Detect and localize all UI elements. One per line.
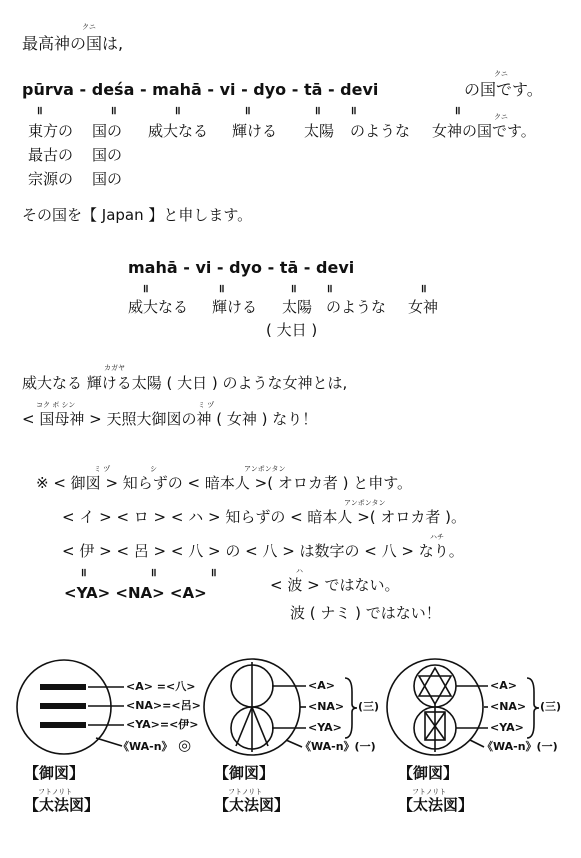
center-gloss-4: のような <box>326 298 387 316</box>
eq-mark: ॥ <box>218 282 225 295</box>
diagram-3-label-ya: <YA> <box>490 721 524 734</box>
diagram-1-bar-ya <box>40 722 86 728</box>
note-line-5: 波 ( ナミ ) ではない！ <box>290 604 441 622</box>
diagram-2-label-na: <NA> <box>308 700 345 713</box>
diagram-2-label-ya: <YA> <box>308 721 342 734</box>
diagram-2-label-a: <A> <box>308 679 335 692</box>
diagram-1-caption-1: 【御図】 <box>24 764 85 782</box>
sanskrit-line: pūrva - deśa - mahā - vi - dyo - tā - devi <box>22 80 379 99</box>
double-circle-icon: ◎ <box>178 736 192 754</box>
diagram-1-caption-2: 【太法図】 <box>24 796 100 814</box>
diagram-1-figure <box>17 660 124 754</box>
eq-mark: ॥ <box>244 104 251 117</box>
eq-mark: ॥ <box>314 104 321 117</box>
diagram-2-group: (三) <box>358 700 380 713</box>
diagram-3-caption-1: 【御図】 <box>398 764 459 782</box>
alt2-a: 宗源の <box>28 170 74 188</box>
note-ruby-1a: ミ ヅ <box>94 465 111 473</box>
diagram-1-label-na: <NA>=<呂> <box>126 699 201 712</box>
center-gloss-3: 太陽 <box>282 298 313 316</box>
diagram-3-label-wa: 《WA-n》(一) <box>482 740 558 753</box>
statement-ruby-2b: ミ ヅ <box>198 401 215 409</box>
center-sanskrit: mahā - vi - dyo - tā - devi <box>128 258 355 277</box>
diagram-3-caption-ruby: フトノリト <box>412 788 447 796</box>
gloss-7: 女神の国です。 <box>432 122 536 140</box>
diagram-3-star-down <box>419 676 451 704</box>
gloss-1: 東方の <box>28 122 74 140</box>
diagram-1-label-a: <A> =<八> <box>126 680 196 693</box>
diagram-1-bar-a <box>40 684 86 690</box>
center-note: ( 大日 ) <box>266 321 318 339</box>
note-ruby-4: ハ <box>296 567 303 575</box>
center-gloss-2: 輝ける <box>212 298 258 316</box>
eq-mark: ॥ <box>174 104 181 117</box>
diagram-3-caption-2: 【太法図】 <box>398 796 474 814</box>
gloss-5: 太陽 <box>304 122 335 140</box>
diagram-2-brace <box>345 678 357 738</box>
statement-line-2: < 国母神 > 天照大御図の神 ( 女神 ) なり！ <box>22 410 318 428</box>
gloss-6: のような <box>350 122 411 140</box>
note-ruby-3: ハチ <box>430 533 444 541</box>
center-gloss-1: 威大なる <box>128 298 189 316</box>
eq-mark: ॥ <box>36 104 43 117</box>
eq-mark: ॥ <box>290 282 297 295</box>
gloss-ruby: クニ <box>494 113 508 121</box>
diagram-2-caption-2: 【太法図】 <box>214 796 290 814</box>
diagram-3-star-up <box>419 668 451 696</box>
diagram-3-label-a: <A> <box>490 679 517 692</box>
diagram-1-label-ya: <YA>=<伊> <box>126 718 199 731</box>
gloss-4: 輝ける <box>232 122 278 140</box>
eq-mark: ॥ <box>350 104 357 117</box>
intro-heading: 最高神の国は, <box>22 34 124 53</box>
eq-mark: ॥ <box>420 282 427 295</box>
alt1-a: 最古の <box>28 146 74 164</box>
note-line-4-left: <YA> <NA> <A> <box>64 584 207 602</box>
diagram-3-upper-circle <box>414 665 456 707</box>
japan-line: その国を【 Japan 】と申します。 <box>22 206 253 224</box>
diagram-1-bar-na <box>40 703 86 709</box>
eq-mark: ॥ <box>150 566 157 579</box>
note-ruby-2: アンポンタン <box>344 499 386 507</box>
eq-mark: ॥ <box>454 104 461 117</box>
note-ruby-1b: シ <box>150 465 157 473</box>
statement-line-1: 威大なる 輝ける太陽 ( 大日 ) のような女神とは, <box>22 374 348 392</box>
eq-mark: ॥ <box>142 282 149 295</box>
diagram-2-caption-ruby: フトノリト <box>228 788 263 796</box>
center-gloss-5: 女神 <box>408 298 439 316</box>
note-line-2: < イ > < ロ > < ハ > 知らずの < 暗本人 >( オロカ者 )。 <box>62 508 467 526</box>
statement-ruby-2a: コク ボ シン <box>36 401 76 409</box>
statement-ruby-1: カガヤ <box>104 364 125 372</box>
eq-mark: ॥ <box>326 282 333 295</box>
note-line-3: < 伊 > < 呂 > < 八 > の < 八 > は数字の < 八 > なり。 <box>62 542 464 560</box>
sanskrit-suffix: の国です。 <box>464 80 543 99</box>
diagram-2-label-wa: 《WA-n》(一) <box>300 740 376 753</box>
diagram-3-group: (三) <box>540 700 562 713</box>
diagram-3-label-na: <NA> <box>490 700 527 713</box>
note-line-4-right: < 波 > ではない。 <box>270 576 400 594</box>
gloss-2: 国の <box>92 122 123 140</box>
gloss-3: 威大なる <box>148 122 209 140</box>
diagram-2-caption-1: 【御図】 <box>214 764 275 782</box>
diagram-1-caption-ruby: フトノリト <box>38 788 73 796</box>
alt2-b: 国の <box>92 170 123 188</box>
note-ruby-1c: アンポンタン <box>244 465 286 473</box>
diagram-1-label-wa: 《WA-n》 <box>118 740 173 753</box>
sanskrit-ruby: クニ <box>494 70 508 78</box>
note-line-1: ※ < 御図 > 知らずの < 暗本人 >( オロカ者 ) と申す。 <box>36 474 413 492</box>
eq-mark: ॥ <box>210 566 217 579</box>
eq-mark: ॥ <box>80 566 87 579</box>
diagram-3-brace <box>527 678 539 738</box>
alt1-b: 国の <box>92 146 123 164</box>
heading-ruby: クニ <box>82 23 96 31</box>
eq-mark: ॥ <box>110 104 117 117</box>
